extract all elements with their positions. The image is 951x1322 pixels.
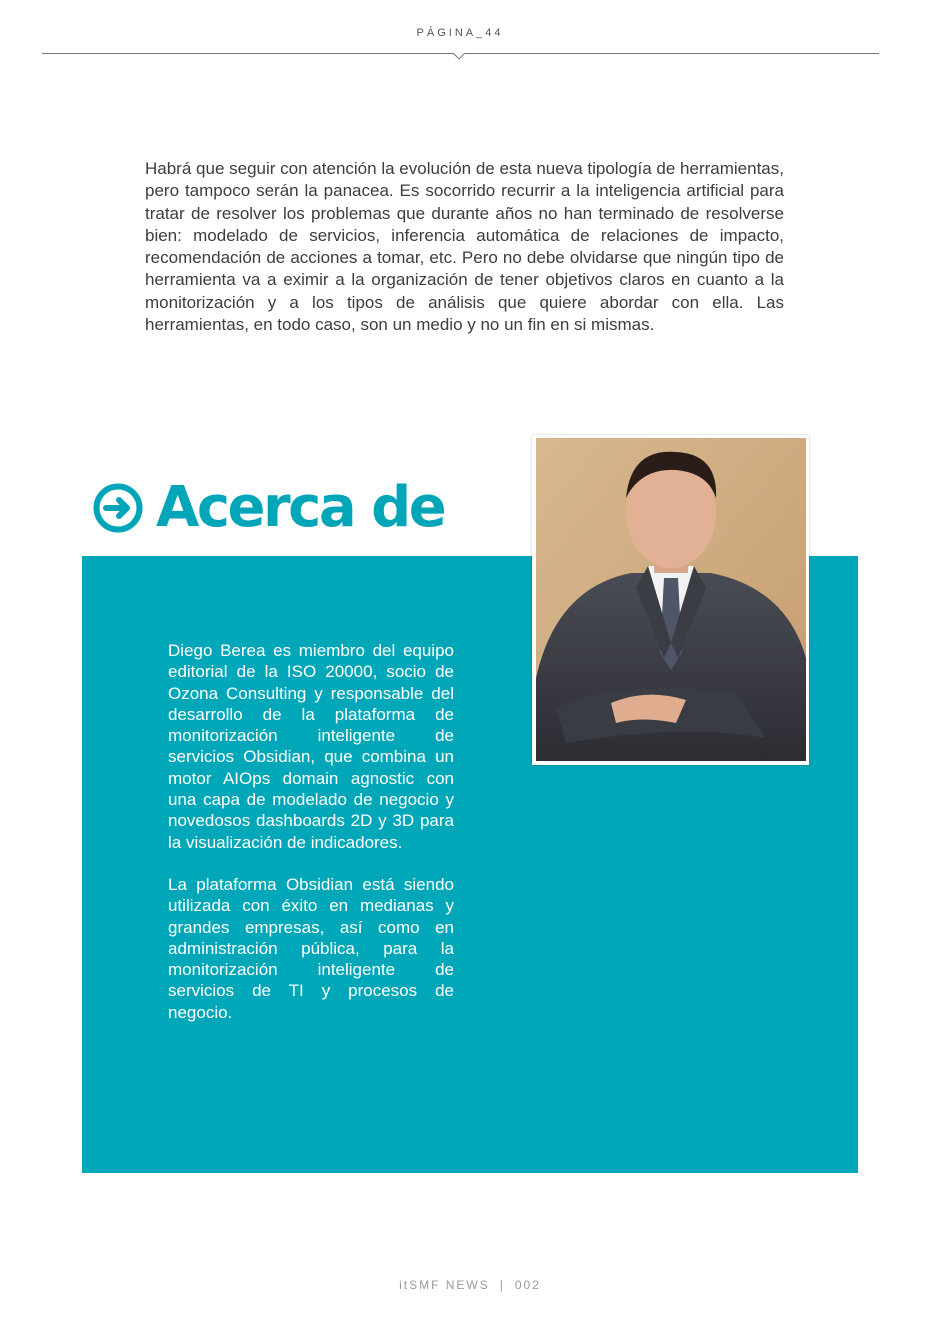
intro-paragraph: Habrá que seguir con atención la evolución de esta nueva tipología de herramientas, pero tampoco serán la panacea. Es socorrido recurrir a la inteligencia artificial para tratar de resolver los problemas que durante años no han terminado de resolverse bien: modelado de servicios, inferencia automática de relaciones de impacto, recomendación de acciones a tomar, etc. Pero no debe olvidarse que ningún tipo de herramienta va a eximir a la organización de tener objetivos claros en cuanto a la monitorización y a los tipos de análisis que quiere abordar con ella. Las herramientas, en todo caso, son un medio y no un fin en si mismas. bbox=[145, 159, 784, 335]
arrow-right-circle-icon bbox=[92, 482, 144, 534]
footer-separator: | bbox=[499, 1278, 505, 1292]
footer-publication: itSMF NEWS bbox=[399, 1278, 490, 1292]
section-title bbox=[92, 472, 444, 544]
section-heading: Acerca de bbox=[156, 475, 445, 540]
author-photo bbox=[536, 438, 806, 761]
header-notch bbox=[453, 48, 464, 59]
footer bbox=[0, 1278, 940, 1292]
author-photo-frame bbox=[532, 435, 809, 765]
bio bbox=[168, 640, 454, 1044]
footer-page-number: 002 bbox=[514, 1278, 541, 1292]
bio-paragraph: Diego Berea es miembro del equipo editorial de la ISO 20000, socio de Ozona Consulting y responsable del desarrollo de la plataforma de monitorización inteligente de servicios Obsidian, que combina un motor AIOps domain agnostic con una capa de modelado de negocio y novedosos dashboards 2D y 3D para la visualización de indicadores. bbox=[168, 641, 454, 852]
bio-paragraph: La plataforma Obsidian está siendo utilizada con éxito en medianas y grandes empresas, así como en administración pública, para la monitorización inteligente de servicios de TI y procesos de negocio. bbox=[168, 874, 454, 1022]
page-label: PÁGINA_44 bbox=[416, 27, 504, 39]
